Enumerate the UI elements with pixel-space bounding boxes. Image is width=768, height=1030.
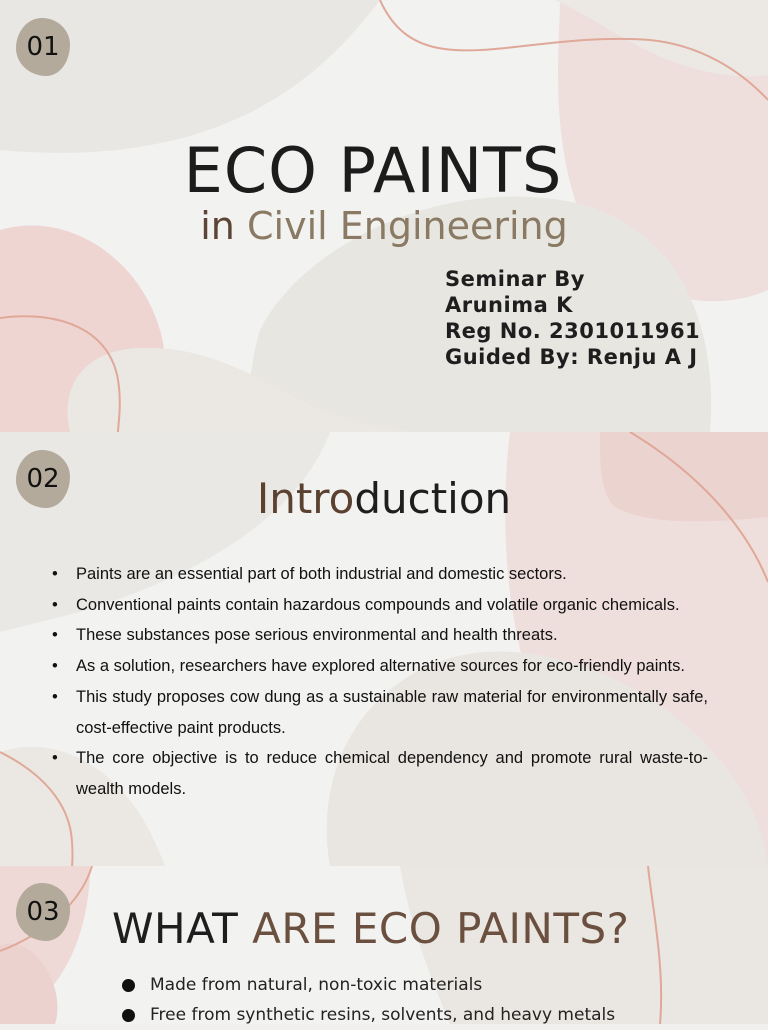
eco-paints-bullet-list — [122, 970, 615, 1030]
subtitle-prefix: in — [200, 204, 235, 248]
bullet-dot-icon — [122, 1009, 135, 1022]
bullet-icon: • — [52, 657, 58, 675]
bullet-icon: • — [52, 688, 58, 706]
list-item-text: This study proposes cow dung as a sustainable raw material for environmentally safe, cost-effective paint products. — [76, 688, 708, 737]
list-item — [122, 1000, 615, 1030]
slide-3-title — [112, 904, 629, 953]
presenter-info-line: Reg No. 2301011961 — [445, 319, 701, 343]
title-part-are-eco-paints: ARE ECO PAINTS? — [252, 904, 630, 953]
slide-1 — [0, 0, 768, 432]
title-part-intro: Intro — [256, 474, 355, 523]
slide-1-subtitle — [0, 204, 768, 248]
list-item-text: As a solution, researchers have explored alternative sources for eco-friendly paints. — [76, 657, 685, 675]
list-item-text: Paints are an essential part of both industrial and domestic sectors. — [76, 565, 567, 583]
list-item — [122, 970, 615, 1000]
list-item — [52, 590, 708, 621]
presenter-info-line: Guided By: Renju A J — [445, 345, 698, 369]
presenter-info-line: Arunima K — [445, 293, 573, 317]
bullet-dot-icon — [122, 979, 135, 992]
list-item-text: Free from synthetic resins, solvents, and heavy metals — [150, 1005, 616, 1025]
presenter-info-line: Seminar By — [445, 267, 585, 291]
title-part-duction: duction — [354, 474, 512, 523]
list-item-text: Made from natural, non-toxic materials — [150, 975, 483, 995]
slide-number-badge: 01 — [16, 18, 70, 76]
bullet-icon: • — [52, 626, 58, 644]
bullet-icon: • — [52, 596, 58, 614]
bullet-icon: • — [52, 749, 58, 767]
title-part-what: WHAT — [112, 904, 253, 953]
presenter-info — [445, 266, 700, 370]
list-item-text: These substances pose serious environmental and health threats. — [76, 626, 558, 644]
list-item — [52, 743, 708, 804]
slide-1-title: ECO PAINTS — [183, 134, 563, 207]
slide-number-badge: 02 — [16, 450, 70, 508]
list-item-text: The core objective is to reduce chemical dependency and promote rural waste-to-wealth models. — [76, 749, 708, 798]
list-item-text: Conventional paints contain hazardous compounds and volatile organic chemicals. — [76, 596, 680, 614]
list-item — [52, 620, 708, 651]
list-item — [52, 651, 708, 682]
slide-number-badge: 03 — [16, 883, 70, 941]
subtitle-main: Civil Engineering — [246, 204, 568, 248]
bullet-icon: • — [52, 565, 58, 583]
slide-2-title — [0, 474, 768, 523]
list-item — [52, 682, 708, 743]
list-item — [52, 559, 708, 590]
